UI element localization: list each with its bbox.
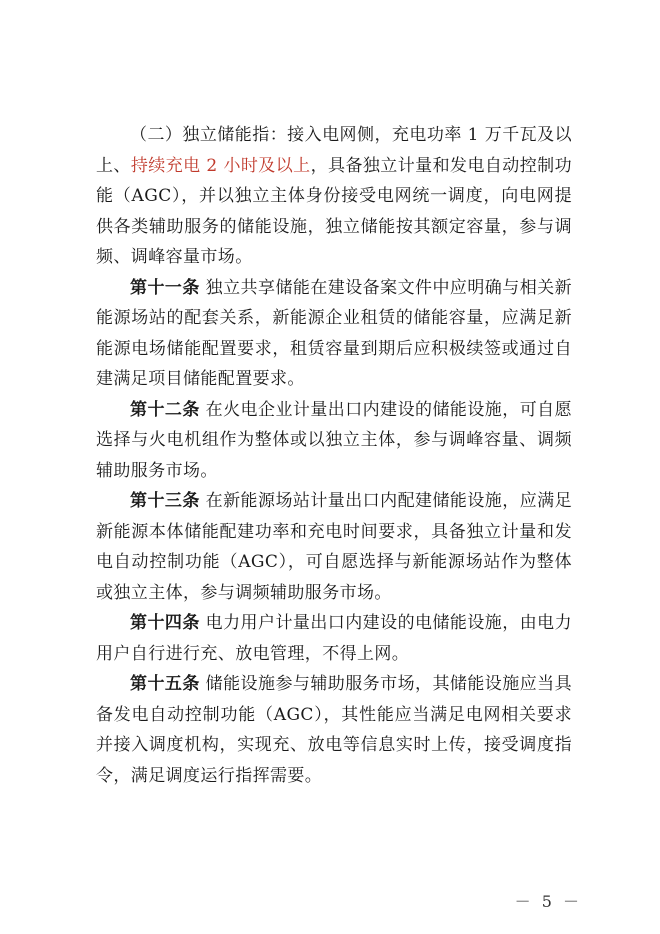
article-body: 独立共享储能在建设备案文件中应明确与相关新能源场站的配套关系，新能源企业租赁的储能容量，应满足新能源电场储能配置要求，租赁容量到期后应积极续签或通过自建满足项目储能配置要求。: [96, 277, 572, 389]
article-11: [96, 273, 572, 395]
paragraph-segment: （二）独立储能指：接入电网侧，充电功率 1 万千瓦及以上、: [96, 125, 572, 176]
highlighted-text: 持续充电 2 小时及以上: [130, 155, 311, 176]
article-body: 在新能源场站计量出口内配建储能设施，应满足新能源本体储能配建功率和充电时间要求，具备独立计量和发电自动控制功能（AGC），可自愿选择与新能源场站作为整体或独立主体，参与调频辅助服务市场。: [96, 491, 572, 603]
paragraph-segment: ，具备独立计量和发电自动控制功能（AGC），并以独立主体身份接受电网统一调度，向电网提供各类辅助服务的储能设施，独立储能按其额定容量，参与调频、调峰容量市场。: [96, 155, 572, 267]
article-title: 第十二条: [130, 399, 200, 420]
page-number: － 5 －: [514, 892, 582, 911]
article-title: 第十三条: [130, 491, 200, 511]
article-title: 第十四条: [130, 613, 200, 633]
article-body: 储能设施参与辅助服务市场，其储能设施应当具备发电自动控制功能（AGC），其性能应当满足电网相关要求并接入调度机构，实现充、放电等信息实时上传，接受调度指令，满足调度运行指挥需要。: [96, 674, 572, 786]
paragraph-independent-storage: [96, 120, 572, 273]
article-12: [96, 395, 572, 487]
article-body: 在火电企业计量出口内建设的储能设施，可自愿选择与火电机组作为整体或以独立主体，参与调峰容量、调频辅助服务市场。: [96, 399, 572, 481]
article-15: [96, 669, 572, 791]
article-title: 第十一条: [130, 277, 200, 298]
document-body: [96, 120, 572, 791]
article-13: [96, 486, 572, 608]
article-title: 第十五条: [130, 674, 200, 694]
article-body: 电力用户计量出口内建设的电储能设施，由电力用户自行进行充、放电管理，不得上网。: [96, 613, 572, 664]
article-14: [96, 608, 572, 669]
